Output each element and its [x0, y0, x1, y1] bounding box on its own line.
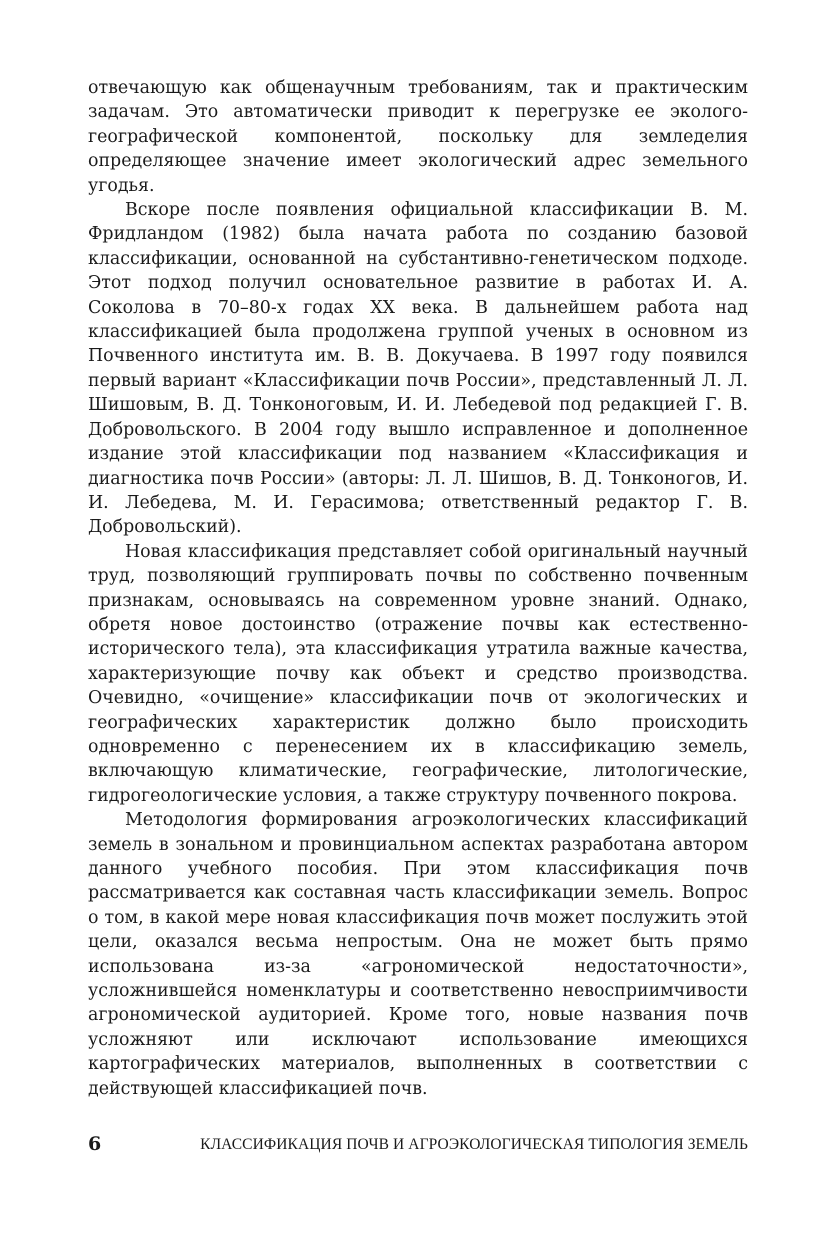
paragraph-continuation: отвечающую как общенаучным требованиям, так и практическим задачам. Это автоматически приводит к перегрузке ее эколого-географической компонентой, поскольку для земледелия определяющее значение имеет экологический адрес земельного угодья. — [88, 78, 748, 196]
running-title: КЛАССИФИКАЦИЯ ПОЧВ И АГРОЭКОЛОГИЧЕСКАЯ ТИПОЛОГИЯ ЗЕМЕЛЬ — [200, 1136, 748, 1153]
paragraph-classification-history: Вскоре после появления официальной классификации В. М. Фридландом (1982) была начата работа по созданию базовой классификации, основанной на субстантивно-генетическом подходе. Этот подход получил основательное развитие в работах И. А. Соколова в 70–80-х годах XX века. В дальнейшем работа над классификацией была продолжена группой ученых в основном из Почвенного института им. В. В. Докучаева. В 1997 году появился первый вариант «Классификации почв России», представленный Л. Л. Шишовым, В. Д. Тонконоговым, И. И. Лебедевой под редакцией Г. В. Добровольского. В 2004 году вышло исправленное и дополненное издание этой классификации под названием «Классификация и диагностика почв России» (авторы: Л. Л. Шишов, В. Д. Тонконогов, И. И. Лебедева, М. И. Герасимова; ответственный редактор Г. В. Добровольский). — [88, 200, 748, 538]
page-body — [88, 76, 748, 1101]
page-number: 6 — [88, 1133, 102, 1155]
page-footer — [88, 1132, 748, 1156]
paragraph-methodology: Методология формирования агроэкологических классификаций земель в зональном и провинциальном аспектах разработана автором данного учебного пособия. При этом классификация почв рассматривается как составная часть классификации земель. Вопрос о том, в какой мере новая классификация почв может послужить этой цели, оказался весьма непростым. Она не может быть прямо использована из-за «агрономической недостаточности», усложнившейся номенклатуры и соответственно невосприимчивости агрономической аудиторией. Кроме того, новые названия почв усложняют или исключают использование имеющихся картографических материалов, выполненных в соответствии с действующей классификацией почв. — [88, 810, 748, 1099]
paragraph-new-classification: Новая классификация представляет собой оригинальный научный труд, позволяющий группировать почвы по собственно почвенным признакам, основываясь на современном уровне знаний. Однако, обретя новое достоинство (отражение почвы как естественно-исторического тела), эта классификация утратила важные качества, характеризующие почву как объект и средство производства. Очевидно, «очищение» классификации почв от экологических и географических характеристик должно было происходить одновременно с перенесением их в классификацию земель, включающую климатические, географические, литологические, гидрогеологические условия, а также структуру почвенного покрова. — [88, 541, 748, 806]
